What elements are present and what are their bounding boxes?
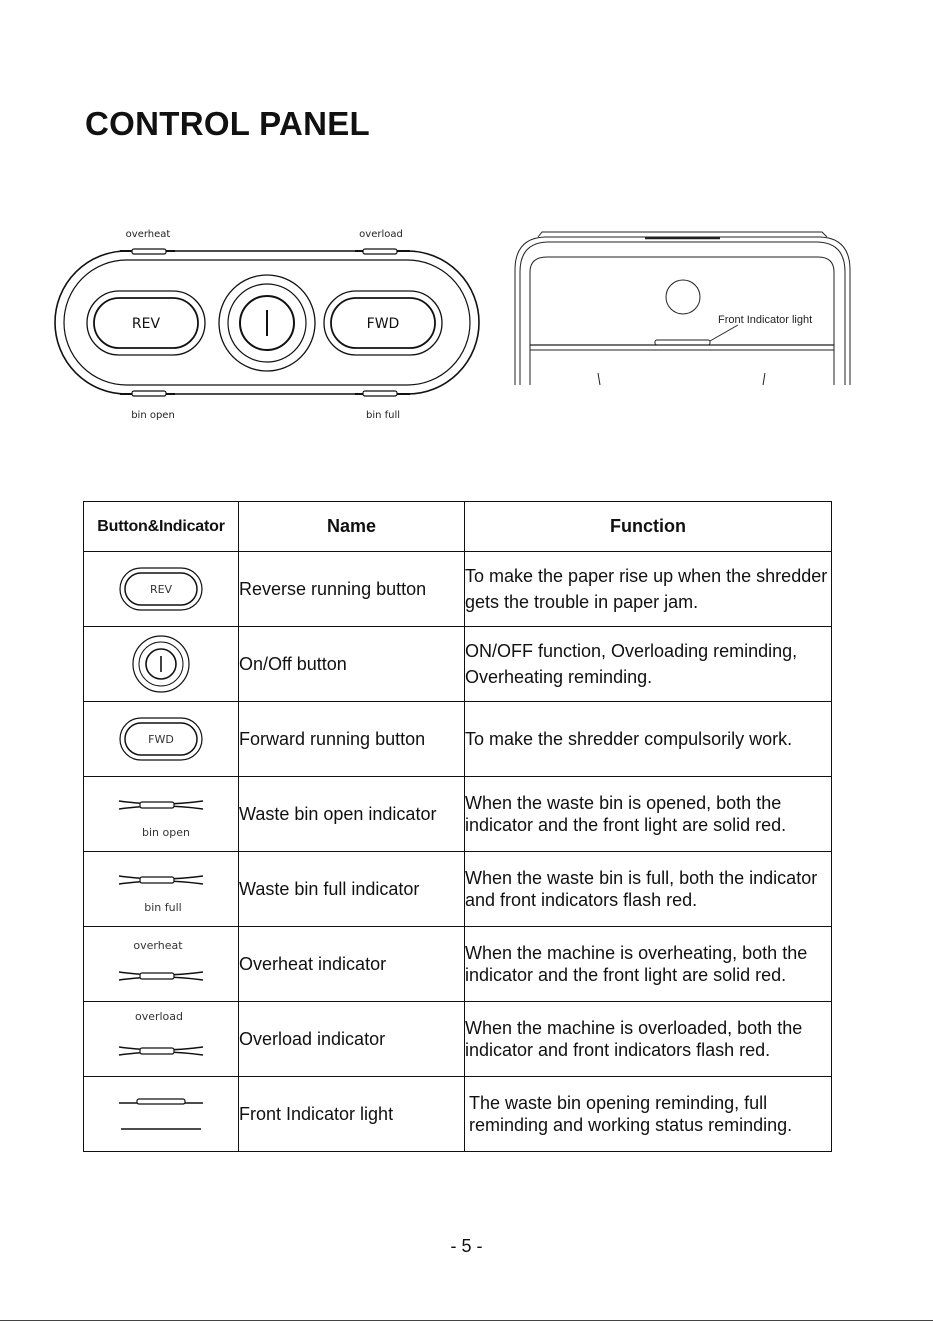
control-panel-diagram	[50, 220, 490, 430]
overheat-indicator-icon	[111, 934, 211, 994]
page-title: CONTROL PANEL	[85, 105, 371, 142]
row-name: Overload indicator	[239, 1002, 465, 1077]
bin-full-label: bin full	[365, 410, 401, 421]
table-row	[84, 777, 832, 852]
row-function: To make the shredder compulsorily work.	[465, 702, 832, 777]
rev-button-icon	[118, 566, 204, 612]
fwd-label: FWD	[366, 316, 400, 332]
table-row	[84, 1002, 832, 1077]
page-number: - 5 -	[450, 1236, 483, 1256]
row-name: Waste bin open indicator	[239, 777, 465, 852]
front-indicator-light-icon	[111, 1089, 211, 1139]
rev-label: REV	[131, 316, 161, 332]
fwd-button-icon	[118, 716, 204, 762]
row-function: When the waste bin is full, both the indicator and front indicators flash red.	[465, 852, 832, 927]
button-indicator-table	[83, 501, 832, 1152]
overheat-icon-label: overheat	[133, 939, 183, 952]
bin-open-icon-label: bin open	[142, 826, 190, 839]
fwd-button[interactable]	[324, 291, 442, 355]
table-row	[84, 927, 832, 1002]
overload-indicator-icon	[111, 1009, 211, 1069]
overload-label: overload	[359, 229, 403, 240]
rev-button[interactable]	[87, 291, 205, 355]
bin-open-indicator-icon	[111, 784, 211, 844]
power-button[interactable]	[219, 275, 315, 371]
front-indicator-callout: Front Indicator light	[718, 314, 813, 326]
row-function: To make the paper rise up when the shredder gets the trouble in paper jam.	[465, 552, 832, 627]
row-function: When the machine is overloaded, both the indicator and front indicators flash red.	[465, 1002, 832, 1077]
row-function: The waste bin opening reminding, full reminding and working status reminding.	[465, 1077, 832, 1152]
fwd-icon-label: FWD	[148, 733, 174, 746]
row-name: Forward running button	[239, 702, 465, 777]
table-row	[84, 627, 832, 702]
table-row	[84, 852, 832, 927]
bin-full-indicator-icon	[111, 859, 211, 919]
power-button-icon	[131, 634, 191, 694]
row-name: Overheat indicator	[239, 927, 465, 1002]
header-function: Function	[465, 502, 832, 552]
row-function: When the machine is overheating, both the indicator and the front light are solid red.	[465, 927, 832, 1002]
table-row	[84, 702, 832, 777]
row-name: Waste bin full indicator	[239, 852, 465, 927]
overheat-label: overheat	[125, 229, 171, 240]
header-button-indicator: Button&Indicator	[84, 502, 239, 552]
row-name: Reverse running button	[239, 552, 465, 627]
header-name: Name	[239, 502, 465, 552]
rev-icon-label: REV	[149, 583, 173, 596]
overload-icon-label: overload	[134, 1010, 184, 1023]
bottom-divider	[0, 1320, 933, 1321]
table-header-row	[84, 502, 832, 552]
table-row	[84, 552, 832, 627]
table-row	[84, 1077, 832, 1152]
bin-open-label: bin open	[131, 410, 175, 421]
row-name: On/Off button	[239, 627, 465, 702]
row-name: Front Indicator light	[239, 1077, 465, 1152]
row-function: ON/OFF function, Overloading reminding, Overheating reminding.	[465, 627, 832, 702]
bin-full-icon-label: bin full	[144, 901, 182, 914]
shredder-front-diagram	[510, 230, 855, 390]
row-function: When the waste bin is opened, both the indicator and the front light are solid red.	[465, 777, 832, 852]
